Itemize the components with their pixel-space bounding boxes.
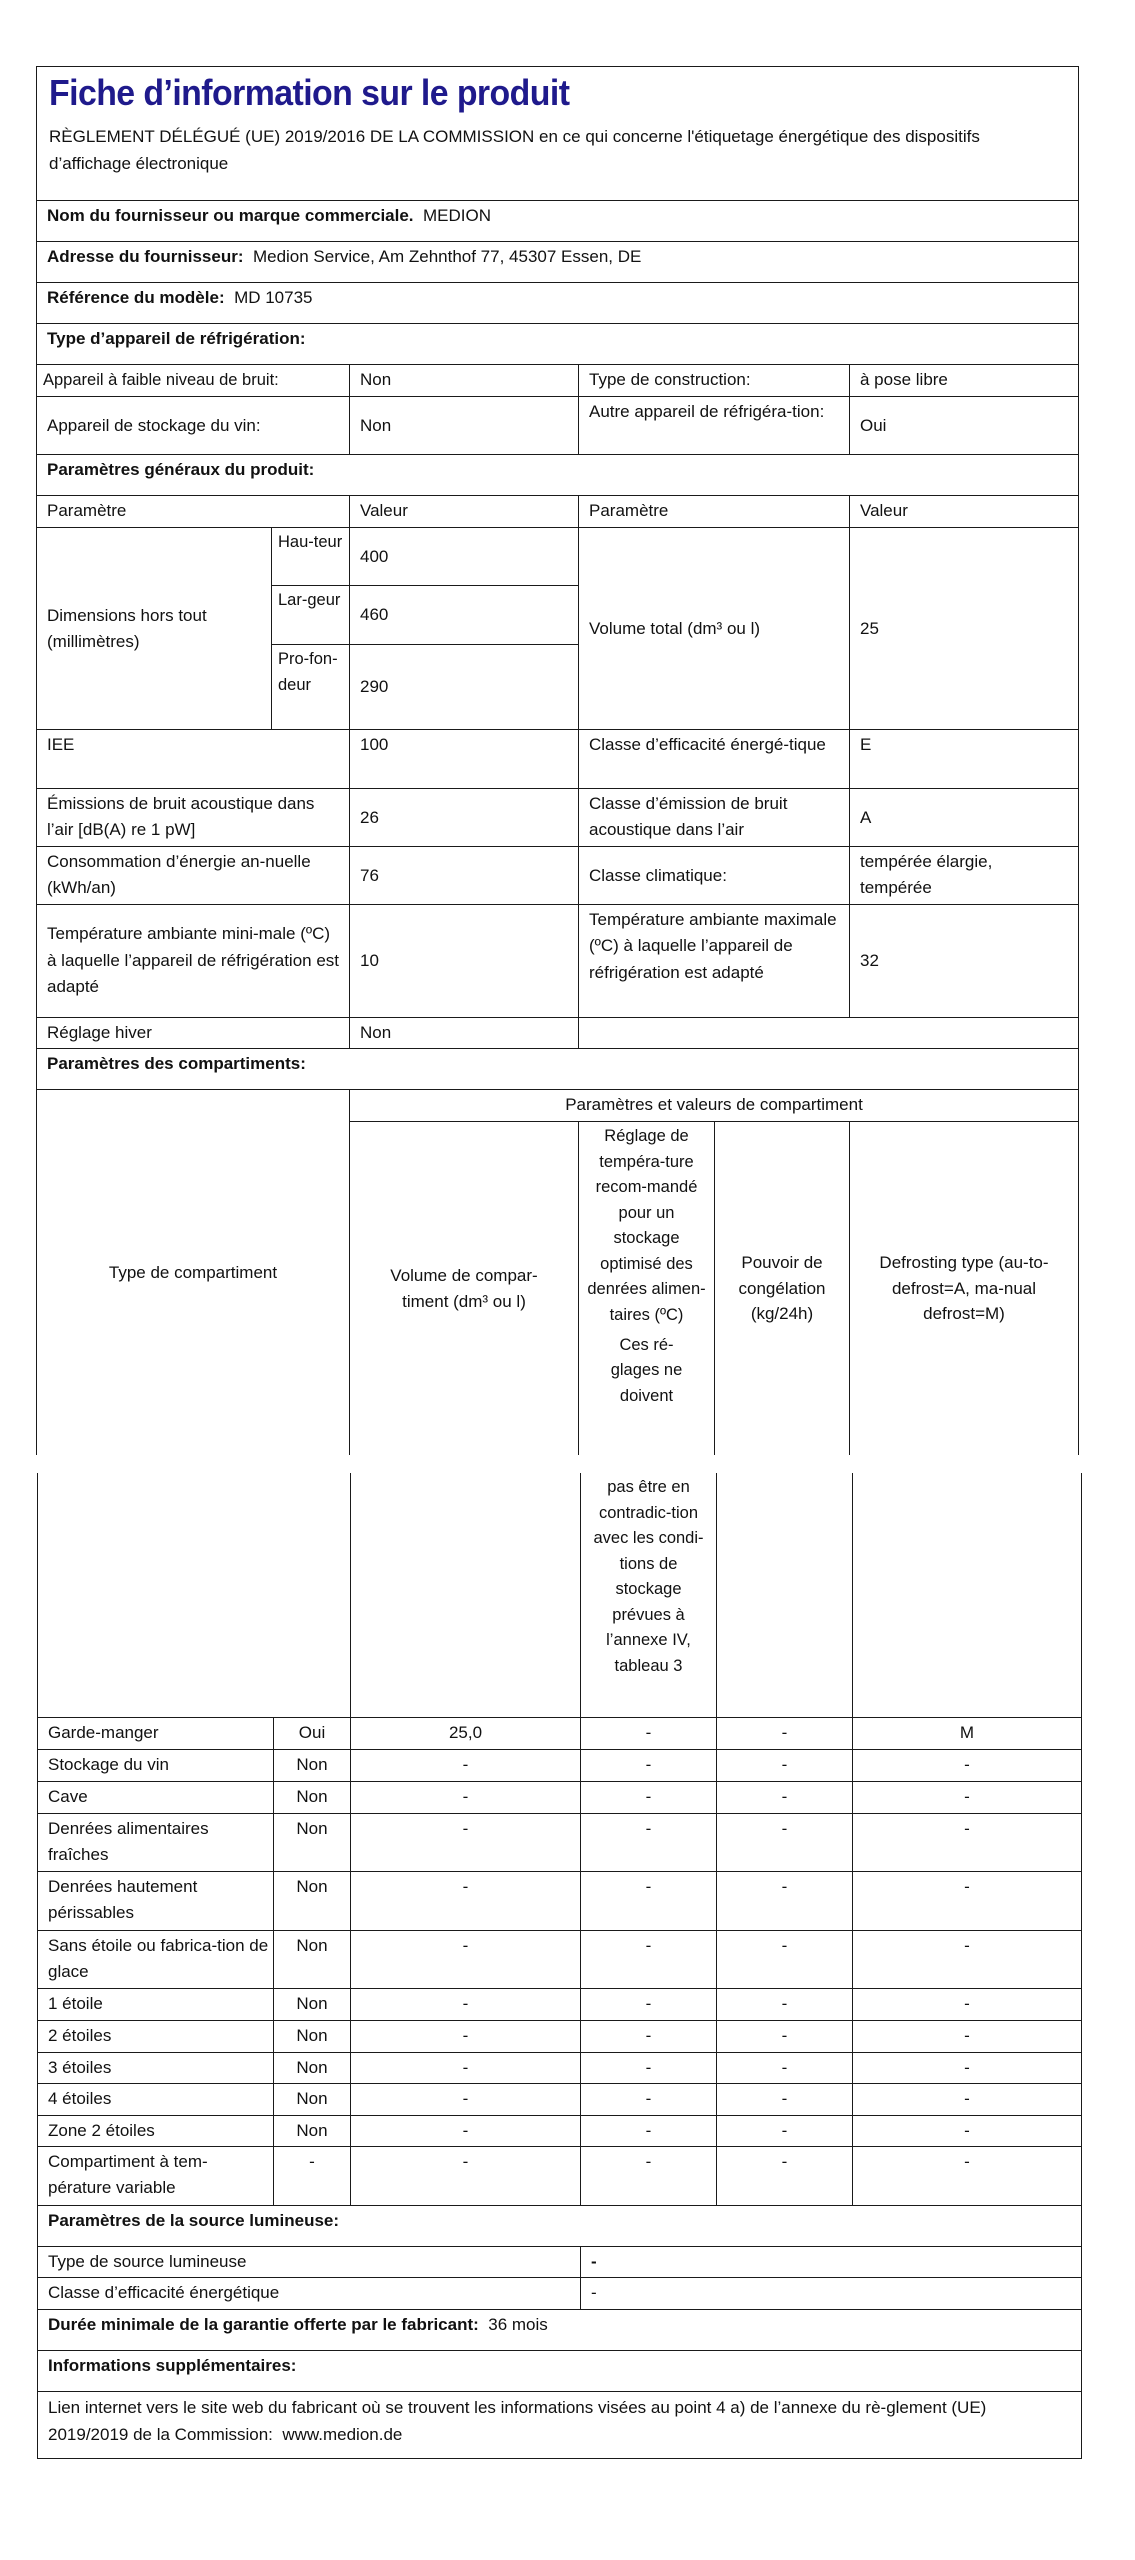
warranty-label: Durée minimale de la garantie offerte par le fabricant:	[48, 2315, 479, 2334]
noise-emission-value	[349, 788, 579, 847]
depth-value	[349, 644, 579, 730]
winter-setting-value: Non	[349, 1017, 579, 1049]
compartment-temp-header-lower: pas être en contradic-tion avec les condi-tions de stockage prévues à l’annexe IV, tableau 3	[580, 1473, 717, 1718]
page-title: Fiche d’information sur le produit	[49, 72, 570, 113]
additional-info-heading: Informations supplémentaires:	[37, 2350, 1082, 2392]
wine-storage-label-text: Appareil de stockage du vin:	[47, 415, 261, 435]
supplier-address-row	[36, 241, 1079, 283]
compartment-volume-header-text: Volume de compar-timent (dm³ ou l)	[390, 1266, 538, 1311]
climate-class-value: tempérée élargie, tempérée	[849, 846, 1079, 905]
compartment-present-cell: Non	[273, 2083, 351, 2116]
compartment-present-cell: Non	[273, 1813, 351, 1872]
compartment-type-cell: 2 étoiles	[37, 2020, 274, 2053]
wine-storage-value	[349, 396, 579, 455]
compartment-defrost-cell: -	[852, 2115, 1082, 2147]
model-reference-value: MD 10735	[234, 288, 313, 307]
compartment-defrost-cell: -	[852, 2146, 1082, 2206]
width-value-text: 460	[360, 605, 389, 625]
compartment-freeze-cell: -	[716, 1930, 853, 1989]
compartment-temp-cell: -	[580, 2020, 717, 2053]
other-appliance-label: Autre appareil de réfrigéra-tion:	[578, 396, 850, 455]
compartment-type-cell: 1 étoile	[37, 1988, 274, 2021]
compartment-present-cell: -	[273, 2146, 351, 2206]
height-value-text: 400	[360, 546, 389, 566]
max-temp-value-text: 32	[860, 951, 879, 971]
width-value	[349, 585, 579, 645]
header-block	[36, 66, 1079, 201]
dimensions-label-text: Dimensions hors tout (millimètres)	[47, 606, 207, 651]
compartment-present-cell: Non	[273, 1749, 351, 1782]
compartment-present-cell: Non	[273, 1781, 351, 1814]
compartment-present-cell: Non	[273, 1871, 351, 1931]
supplier-name-label: Nom du fournisseur ou marque commerciale.	[47, 206, 414, 225]
general-params-heading: Paramètres généraux du produit:	[36, 454, 1079, 496]
total-volume-label-text: Volume total (dm³ ou l)	[589, 618, 761, 638]
supplier-name-value: MEDION	[422, 206, 491, 225]
compartment-defrost-cell: -	[852, 1930, 1082, 1989]
compartment-freeze-cell: -	[716, 1813, 853, 1872]
compartment-defrost-header-text: Defrosting type (au-to-defrost=A, ma-nual defrost=M)	[879, 1253, 1049, 1324]
col-header-value-1: Valeur	[349, 495, 579, 528]
model-reference-row	[36, 282, 1079, 324]
compartment-volume-cell: -	[350, 1781, 581, 1814]
total-volume-value	[849, 527, 1079, 730]
light-source-type-value: -	[580, 2246, 1082, 2278]
warranty-value: 36 mois	[488, 2315, 548, 2334]
compartment-volume-cell: -	[350, 2115, 581, 2147]
compartment-volume-header-continued	[350, 1473, 581, 1718]
manufacturer-website-link[interactable]: www.medion.de	[282, 2425, 403, 2445]
compartment-present-cell: Non	[273, 2020, 351, 2053]
compartment-temp-cell: -	[580, 2115, 717, 2147]
eei-value: 100	[349, 729, 579, 789]
compartment-type-cell: Sans étoile ou fabrica-tion de glace	[37, 1930, 274, 1989]
max-temp-label: Température ambiante maximale (ºC) à laquelle l’appareil de réfrigération est adapté	[578, 904, 850, 1018]
total-volume-label	[578, 527, 850, 730]
compartment-defrost-cell: -	[852, 1988, 1082, 2021]
compartment-temp-cell: -	[580, 1749, 717, 1782]
compartment-freeze-cell: -	[716, 1871, 853, 1931]
compartment-present-cell: Non	[273, 1930, 351, 1989]
noise-class-label: Classe d’émission de bruit acoustique dans l’air	[578, 788, 850, 847]
compartment-type-header	[36, 1089, 350, 1455]
winter-setting-label: Réglage hiver	[36, 1017, 350, 1049]
compartment-defrost-cell: -	[852, 2052, 1082, 2084]
compartment-defrost-cell: -	[852, 2020, 1082, 2053]
light-source-heading: Paramètres de la source lumineuse:	[37, 2205, 1082, 2247]
height-label: Hau-teur	[271, 527, 350, 586]
compartment-freeze-cell: -	[716, 1749, 853, 1782]
compartment-temp-cell: -	[580, 2083, 717, 2116]
compartment-temp-cell: -	[580, 1930, 717, 1989]
wine-storage-value-text: Non	[360, 415, 392, 435]
climate-class-label	[578, 846, 850, 905]
compartment-type-header-text: Type de compartiment	[108, 1262, 278, 1282]
compartment-freeze-cell: -	[716, 2052, 853, 2084]
compartment-defrost-cell: -	[852, 1871, 1082, 1931]
compartment-temp-cell: -	[580, 1871, 717, 1931]
wine-storage-label	[36, 396, 350, 455]
light-source-class-label: Classe d’efficacité énergétique	[37, 2277, 581, 2310]
supplier-name-row	[36, 200, 1079, 242]
compartment-type-cell: 4 étoiles	[37, 2083, 274, 2116]
compartment-type-header-continued	[37, 1473, 351, 1718]
compartment-temp-cell: -	[580, 2146, 717, 2206]
climate-class-label-text: Classe climatique:	[589, 865, 727, 885]
noise-class-value-text: A	[860, 807, 872, 827]
compartment-volume-header	[349, 1121, 579, 1455]
compartment-defrost-cell: -	[852, 2083, 1082, 2116]
compartment-volume-cell: -	[350, 2020, 581, 2053]
winter-setting-empty	[578, 1017, 1079, 1049]
compartment-freeze-cell: -	[716, 2020, 853, 2053]
compartment-volume-cell: -	[350, 1930, 581, 1989]
construction-type-value: à pose libre	[849, 364, 1079, 397]
compartment-freeze-header-continued	[716, 1473, 853, 1718]
compartment-freeze-cell: -	[716, 1988, 853, 2021]
compartment-type-cell: Cave	[37, 1781, 274, 1814]
light-source-class-value: -	[580, 2277, 1082, 2310]
compartment-volume-cell: -	[350, 2146, 581, 2206]
compartment-volume-cell: -	[350, 2052, 581, 2084]
compartment-freeze-cell: -	[716, 1717, 853, 1750]
compartment-defrost-cell: -	[852, 1749, 1082, 1782]
compartment-defrost-header-continued	[852, 1473, 1082, 1718]
low-noise-label: Appareil à faible niveau de bruit:	[36, 364, 350, 397]
min-temp-value-text: 10	[360, 951, 379, 971]
compartment-type-cell: Compartiment à tem-pérature variable	[37, 2146, 274, 2206]
annual-consumption-value	[349, 846, 579, 905]
compartment-defrost-cell: -	[852, 1781, 1082, 1814]
eei-label: IEE	[36, 729, 350, 789]
max-temp-value	[849, 904, 1079, 1018]
col-header-param-2: Paramètre	[578, 495, 850, 528]
compartment-temp-cell: -	[580, 1781, 717, 1814]
temp-header-text-2: Ces ré-glages ne doivent	[610, 1335, 683, 1405]
additional-info-row	[37, 2391, 1082, 2459]
compartment-volume-cell: -	[350, 1988, 581, 2021]
col-header-param-1: Paramètre	[36, 495, 350, 528]
compartment-volume-cell: -	[350, 2083, 581, 2116]
light-source-type-label: Type de source lumineuse	[37, 2246, 581, 2278]
noise-emission-label: Émissions de bruit acoustique dans l’air [dB(A) re 1 pW]	[36, 788, 350, 847]
height-value	[349, 527, 579, 586]
energy-class-value: E	[849, 729, 1079, 789]
compartment-defrost-cell: M	[852, 1717, 1082, 1750]
supplier-address-value: Medion Service, Am Zehnthof 77, 45307 Essen, DE	[252, 247, 642, 266]
compartment-present-cell: Oui	[273, 1717, 351, 1750]
compartment-type-cell: Garde-manger	[37, 1717, 274, 1750]
noise-emission-value-text: 26	[360, 807, 379, 827]
compartment-defrost-cell: -	[852, 1813, 1082, 1872]
compartment-present-cell: Non	[273, 2052, 351, 2084]
compartment-volume-cell: -	[350, 1871, 581, 1931]
compartment-type-cell: Denrées alimentaires fraîches	[37, 1813, 274, 1872]
width-label: Lar-geur	[271, 585, 350, 645]
construction-type-label: Type de construction:	[578, 364, 850, 397]
temp-header-text-1: Réglage de tempéra-ture recom-mandé pour un stockage optimisé des denrées alimen-taires (ºC)	[587, 1127, 706, 1324]
compartment-freeze-header-text: Pouvoir de congélation (kg/24h)	[738, 1253, 826, 1324]
other-appliance-value	[849, 396, 1079, 455]
regulation-text: RÈGLEMENT DÉLÉGUÉ (UE) 2019/2016 DE LA COMMISSION en ce qui concerne l'étiquetage énergétique des dispositifs d’affichage électronique	[49, 127, 980, 173]
compartment-present-cell: Non	[273, 1988, 351, 2021]
compartment-temp-header-upper	[578, 1121, 715, 1455]
compartment-volume-cell: -	[350, 1749, 581, 1782]
compartment-freeze-cell: -	[716, 2115, 853, 2147]
compartment-temp-cell: -	[580, 2052, 717, 2084]
additional-info-text: Lien internet vers le site web du fabricant où se trouvent les informations visées au point 4 a) de l’annexe du rè-glement (UE) 2019/2019 de la Commission:	[48, 2398, 987, 2445]
min-temp-label-text: Température ambiante mini-male (ºC) à laquelle l’appareil de réfrigération est adapté	[47, 924, 340, 997]
compartment-volume-cell: -	[350, 1813, 581, 1872]
min-temp-value	[349, 904, 579, 1018]
annual-consumption-label: Consommation d’énergie an-nuelle (kWh/an)	[36, 846, 350, 905]
warranty-row	[37, 2309, 1082, 2351]
min-temp-label	[36, 904, 350, 1018]
compartment-type-cell: 3 étoiles	[37, 2052, 274, 2084]
compartment-present-cell: Non	[273, 2115, 351, 2147]
compartment-defrost-header	[849, 1121, 1079, 1455]
col-header-value-2: Valeur	[849, 495, 1079, 528]
low-noise-value: Non	[349, 364, 579, 397]
depth-value-text: 290	[360, 677, 389, 697]
compartment-group-header: Paramètres et valeurs de compartiment	[349, 1089, 1079, 1122]
compartment-temp-cell: -	[580, 1813, 717, 1872]
energy-class-label: Classe d’efficacité énergé-tique	[578, 729, 850, 789]
appliance-type-heading: Type d’appareil de réfrigération:	[36, 323, 1079, 365]
annual-consumption-value-text: 76	[360, 865, 379, 885]
compartment-volume-cell: 25,0	[350, 1717, 581, 1750]
compartment-freeze-cell: -	[716, 2083, 853, 2116]
other-appliance-value-text: Oui	[860, 415, 887, 435]
compartment-type-cell: Zone 2 étoiles	[37, 2115, 274, 2147]
compartment-freeze-cell: -	[716, 2146, 853, 2206]
compartment-type-cell: Stockage du vin	[37, 1749, 274, 1782]
compartment-type-cell: Denrées hautement périssables	[37, 1871, 274, 1931]
compartments-heading: Paramètres des compartiments:	[36, 1048, 1079, 1090]
depth-label: Pro-fon-deur	[271, 644, 350, 730]
dimensions-label	[36, 527, 272, 730]
compartment-temp-cell: -	[580, 1988, 717, 2021]
compartment-freeze-cell: -	[716, 1781, 853, 1814]
total-volume-value-text: 25	[860, 618, 879, 638]
compartment-freeze-header	[714, 1121, 850, 1455]
noise-class-value	[849, 788, 1079, 847]
supplier-address-label: Adresse du fournisseur:	[47, 247, 244, 266]
model-reference-label: Référence du modèle:	[47, 288, 225, 307]
compartment-temp-cell: -	[580, 1717, 717, 1750]
